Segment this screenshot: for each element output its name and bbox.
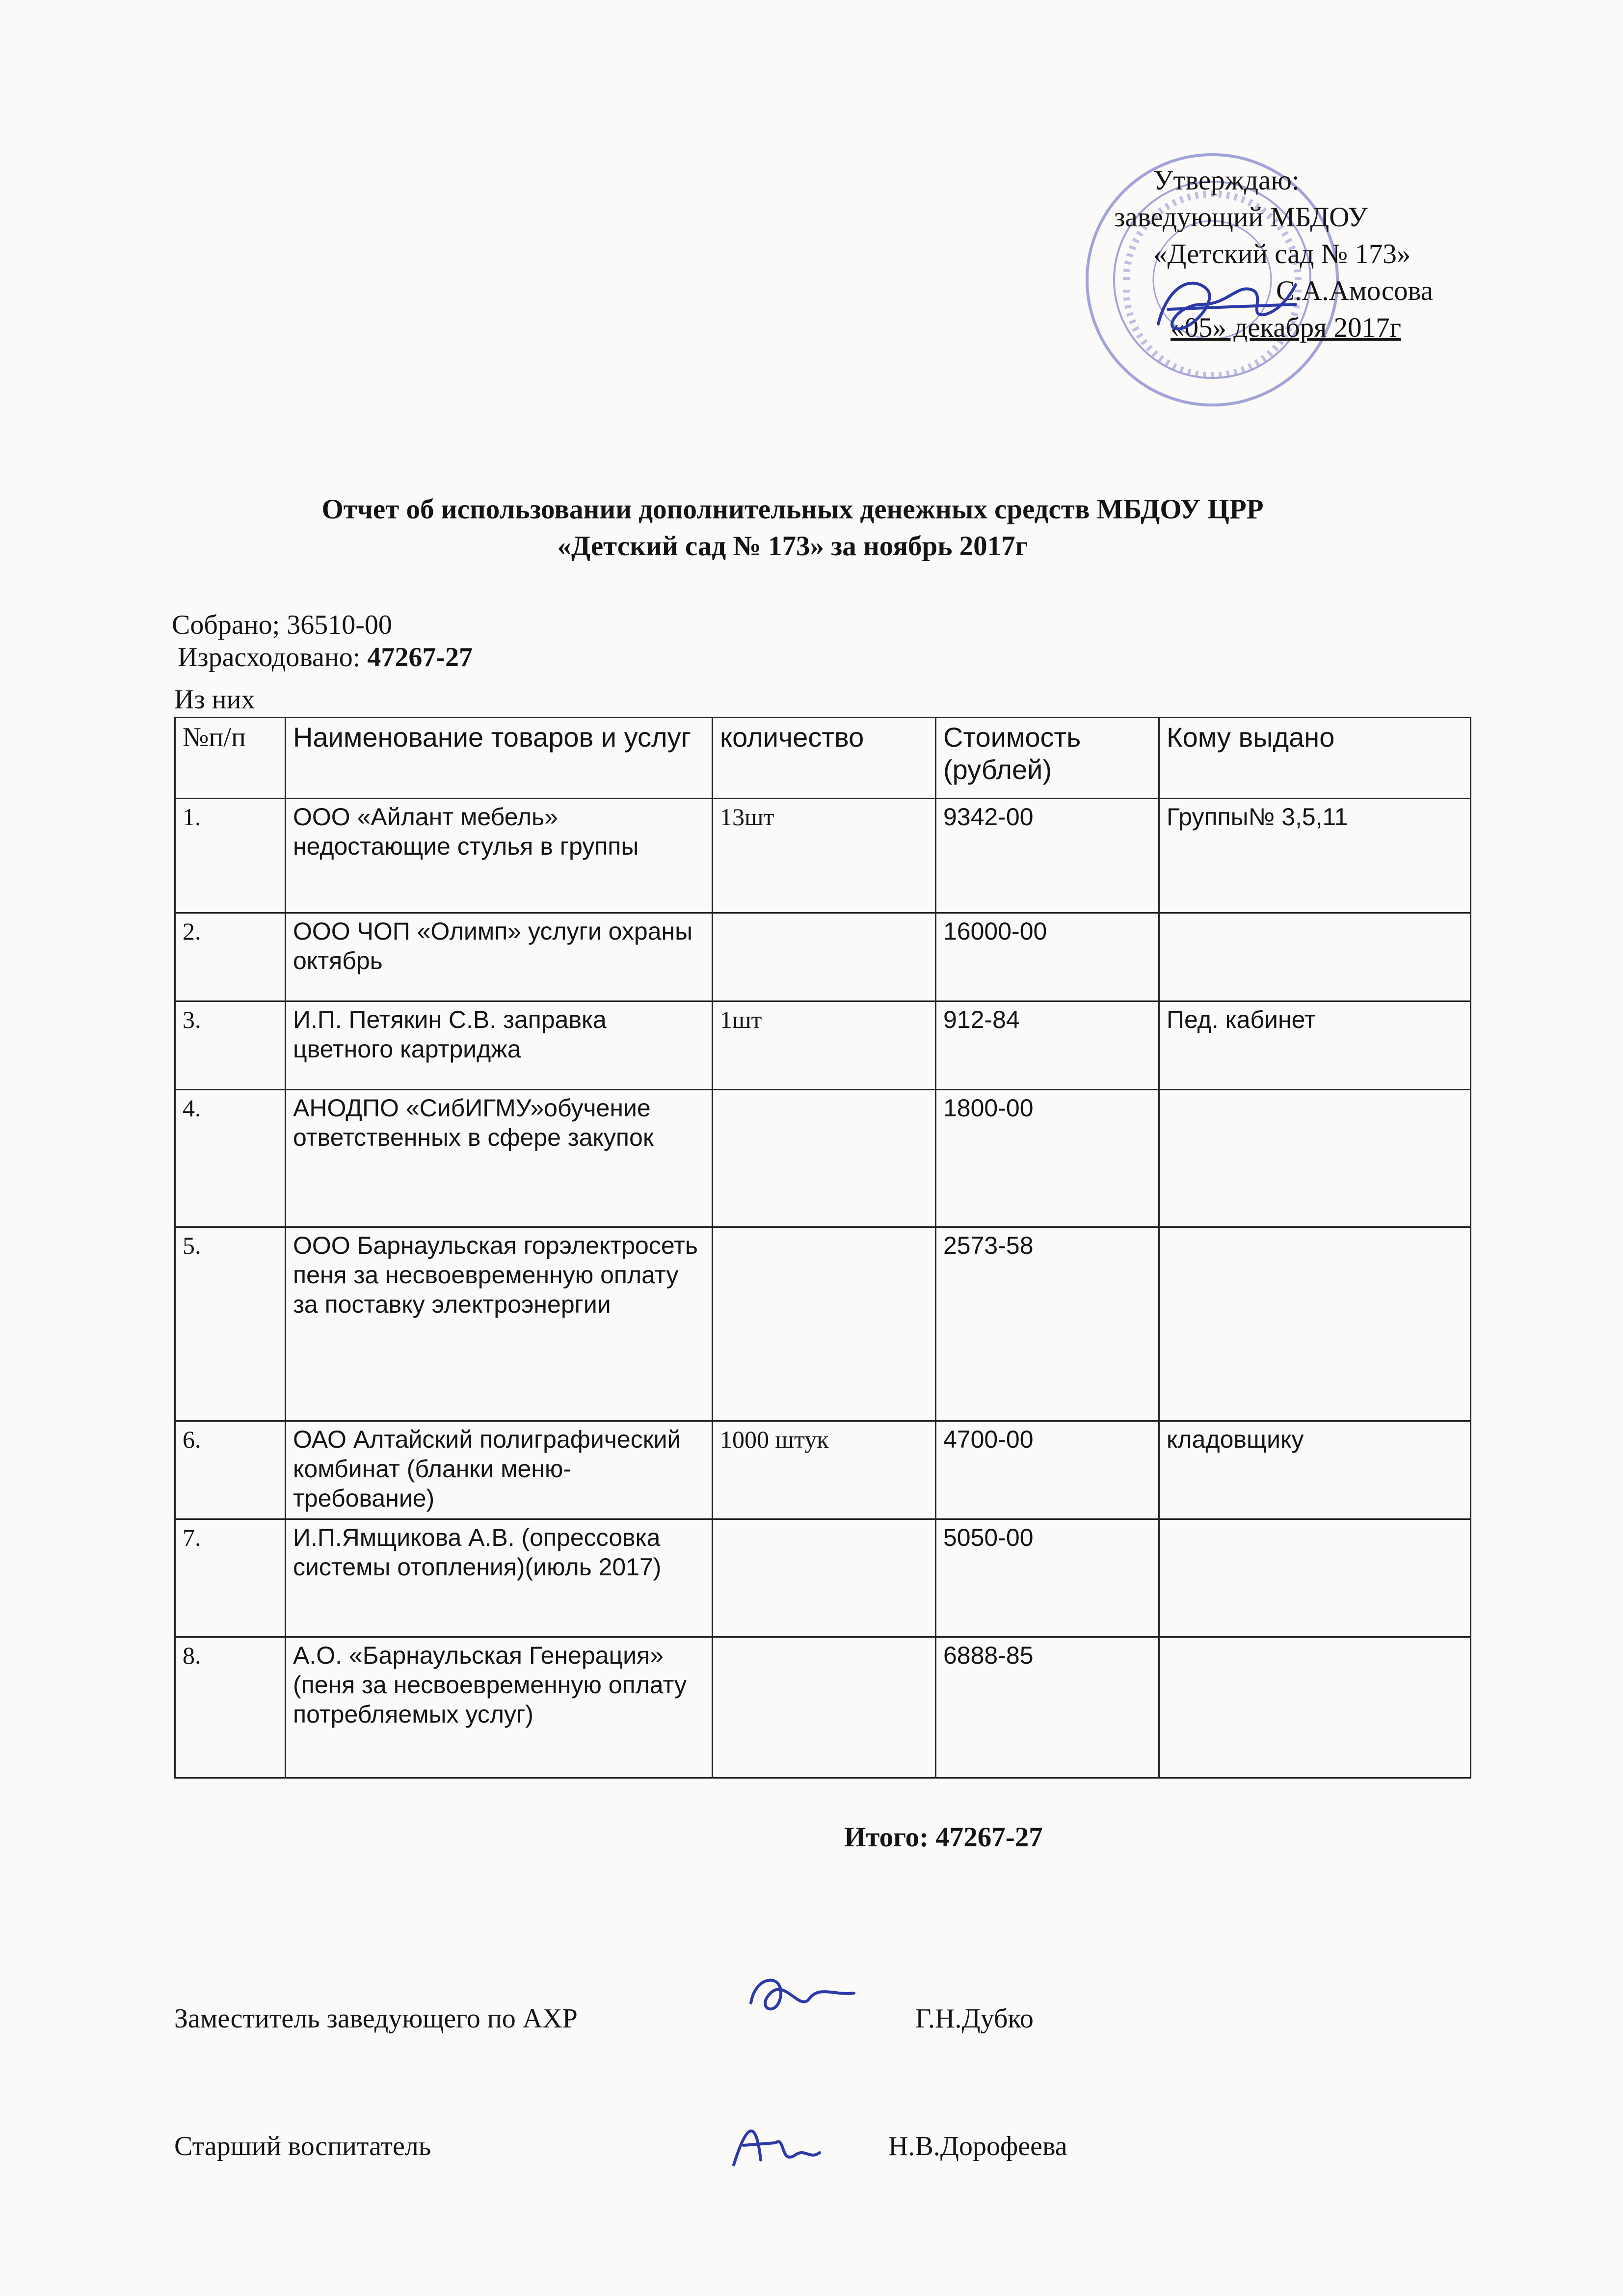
spent-value: 47267-27	[367, 642, 473, 673]
row-quantity: 13шт	[713, 799, 936, 913]
row-quantity	[713, 913, 936, 1001]
row-cost: 912-84	[936, 1001, 1159, 1090]
row-number: 2.	[175, 913, 286, 1001]
row-name: И.П. Петякин С.В. заправка цветного картриджа	[286, 1001, 713, 1090]
row-recipient	[1159, 1090, 1471, 1227]
row-quantity	[713, 1090, 936, 1227]
row-name: ОАО Алтайский полиграфический комбинат (бланки меню- требование)	[286, 1421, 713, 1519]
row-number: 5.	[175, 1227, 286, 1421]
table-header-row	[175, 718, 1471, 799]
row-number: 1.	[175, 799, 286, 913]
header-name: Наименование товаров и услуг	[286, 718, 713, 799]
row-quantity	[713, 1227, 936, 1421]
page-title	[162, 491, 1423, 565]
row-quantity	[713, 1519, 936, 1637]
table-row	[175, 913, 1471, 1001]
row-recipient	[1159, 1227, 1471, 1421]
row-name: ООО ЧОП «Олимп» услуги охраны октябрь	[286, 913, 713, 1001]
header-number: №п/п	[175, 718, 286, 799]
row-quantity: 1шт	[713, 1001, 936, 1090]
senior-signature	[726, 2106, 825, 2180]
row-name: ООО «Айлант мебель» недостающие стулья в группы	[286, 799, 713, 913]
approval-line-4: С.А.Амосова	[1276, 275, 1434, 306]
spent-line	[172, 641, 473, 674]
row-number: 7.	[175, 1519, 286, 1637]
row-recipient	[1159, 913, 1471, 1001]
row-name: АНОДПО «СибИГМУ»обучение ответственных в сфере закупок	[286, 1090, 713, 1227]
row-number: 3.	[175, 1001, 286, 1090]
approval-line-1: Утверждаю:	[1153, 165, 1300, 196]
senior-name: Н.В.Дорофеева	[888, 2131, 1067, 2161]
row-recipient	[1159, 1519, 1471, 1637]
title-line-1: Отчет об использовании дополнительных денежных средств МБДОУ ЦРР	[321, 494, 1264, 525]
row-name: И.П.Ямщикова А.В. (опрессовка системы отопления)(июль 2017)	[286, 1519, 713, 1637]
approval-line-2: заведующий МБДОУ	[1114, 202, 1368, 233]
expense-table	[174, 717, 1471, 1779]
row-cost: 4700-00	[936, 1421, 1159, 1519]
row-cost: 2573-58	[936, 1227, 1159, 1421]
row-number: 4.	[175, 1090, 286, 1227]
row-number: 8.	[175, 1637, 286, 1778]
row-name: ООО Барнаульская горэлектросеть пеня за несвоевременную оплату за поставку электроэнергии	[286, 1227, 713, 1421]
row-cost: 1800-00	[936, 1090, 1159, 1227]
table-row	[175, 1637, 1471, 1778]
title-line-2: «Детский сад № 173» за ноябрь 2017г	[557, 531, 1028, 562]
approval-line-3: «Детский сад № 173»	[1153, 239, 1411, 270]
row-recipient: Пед. кабинет	[1159, 1001, 1471, 1090]
row-recipient: Группы№ 3,5,11	[1159, 799, 1471, 913]
header-cost: Стоимость (рублей)	[936, 718, 1159, 799]
spent-label: Израсходовано:	[178, 642, 368, 673]
row-cost: 16000-00	[936, 913, 1159, 1001]
row-cost: 5050-00	[936, 1519, 1159, 1637]
deputy-name: Г.Н.Дубко	[915, 2003, 1034, 2034]
table-row	[175, 1090, 1471, 1227]
table-row	[175, 1519, 1471, 1637]
senior-role: Старший воспитатель	[174, 2131, 431, 2161]
row-cost: 9342-00	[936, 799, 1159, 913]
row-quantity	[713, 1637, 936, 1778]
header-quantity: количество	[713, 718, 936, 799]
row-cost: 6888-85	[936, 1637, 1159, 1778]
table-row	[175, 799, 1471, 913]
head-signature	[1148, 255, 1305, 349]
table-row	[175, 1001, 1471, 1090]
row-recipient: кладовщику	[1159, 1421, 1471, 1519]
of-them-label: Из них	[174, 684, 255, 715]
table-row	[175, 1421, 1471, 1519]
collected-text: Собрано; 36510-00	[172, 610, 392, 640]
summary-block	[172, 609, 473, 674]
header-recipient: Кому выдано	[1159, 718, 1471, 799]
total-amount: Итого: 47267-27	[844, 1822, 1043, 1853]
deputy-signature	[741, 1959, 864, 2032]
row-recipient	[1159, 1637, 1471, 1778]
row-quantity: 1000 штук	[713, 1421, 936, 1519]
table-row	[175, 1227, 1471, 1421]
approval-line-5: «05» декабря 2017г	[1171, 312, 1402, 343]
deputy-role: Заместитель заведующего по АХР	[174, 2003, 578, 2034]
row-number: 6.	[175, 1421, 286, 1519]
row-name: А.О. «Барнаульская Генерация» (пеня за несвоевременную оплату потребляемых услуг)	[286, 1637, 713, 1778]
